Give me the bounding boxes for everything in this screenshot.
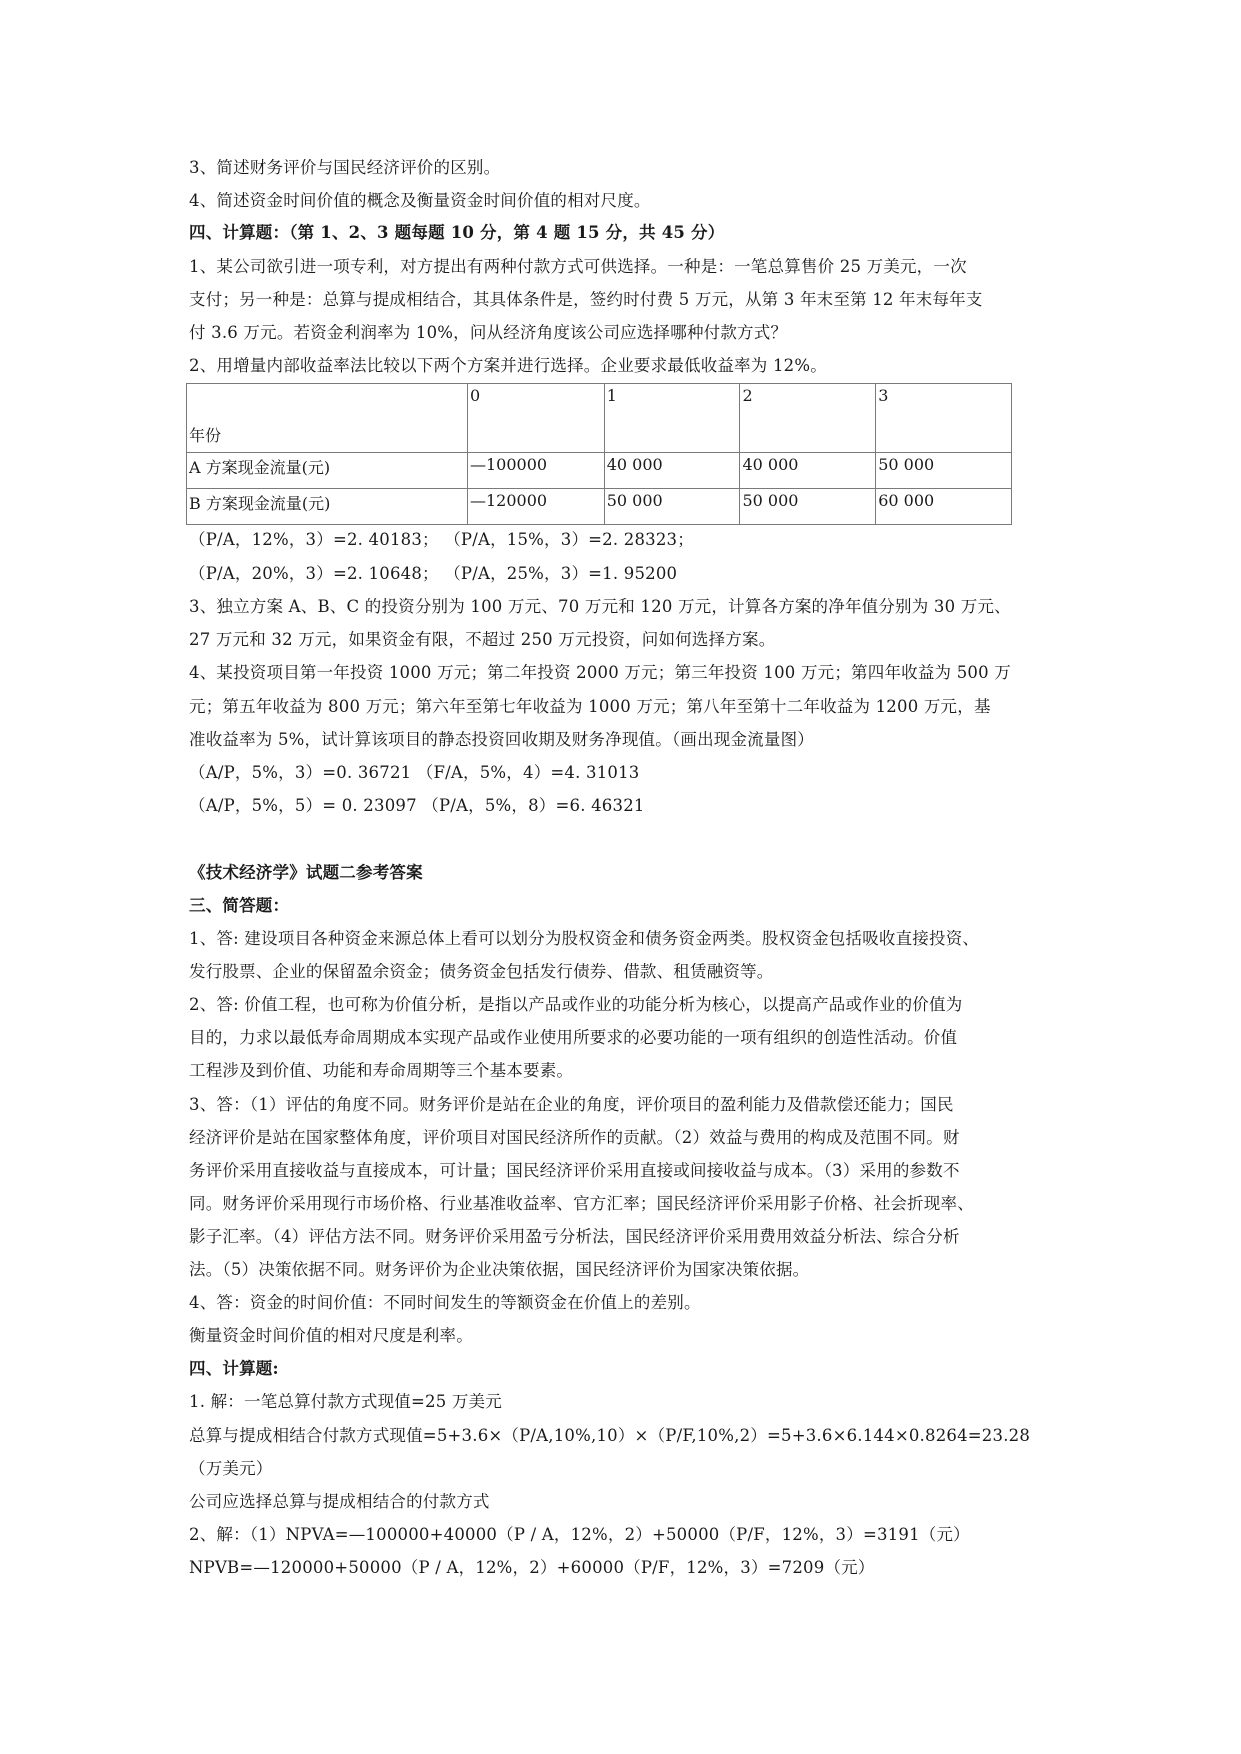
answer-title: 《技术经济学》试题二参考答案 xyxy=(189,863,423,882)
year-cell: 3 xyxy=(876,384,1012,453)
factor-line-3: （A/P，5%，3）=0. 36721 （F/A，5%，4）=4. 31013 xyxy=(189,763,640,782)
solution-1-line-4: 公司应选择总算与提成相结合的付款方式 xyxy=(189,1492,490,1511)
section-heading-calc: 四、计算题：（第 1、2、3 题每题 10 分，第 4 题 15 分，共 45 分） xyxy=(189,223,725,242)
cash-flow-table xyxy=(186,383,1012,525)
answer-3-line-2: 经济评价是站在国家整体角度，评价项目对国民经济所作的贡献。（2）效益与费用的构成及范围不同。财 xyxy=(189,1128,960,1147)
row-label: A 方案现金流量(元) xyxy=(187,453,468,489)
factor-line-2: （P/A，20%，3）=2. 10648； （P/A，25%，3）=1. 95200 xyxy=(189,564,678,583)
year-label-cell xyxy=(187,384,468,453)
table-cell: 40 000 xyxy=(604,453,740,489)
table-row xyxy=(187,453,1012,489)
calc-4-line-1: 4、某投资项目第一年投资 1000 万元；第二年投资 2000 万元；第三年投资 100 万元；第四年收益为 500 万 xyxy=(189,663,1011,682)
table-cell: 50 000 xyxy=(740,489,876,525)
calc-4-line-2: 元；第五年收益为 800 万元；第六年至第七年收益为 1000 万元；第八年至第十二年收益为 1200 万元，基 xyxy=(189,697,991,716)
answer-1-line-1: 1、答: 建设项目各种资金来源总体上看可以划分为股权资金和债务资金两类。股权资金包括吸收直接投资、 xyxy=(189,929,980,948)
table-cell: 50 000 xyxy=(876,453,1012,489)
solution-2-line-1: 2、解：（1）NPVA=—100000+40000（P / A，12%，2）+50000（P/F，12%，3）=3191（元） xyxy=(189,1525,970,1544)
answer-3-line-1: 3、答：（1）评估的角度不同。财务评价是站在企业的角度，评价项目的盈利能力及借款偿还能力；国民 xyxy=(189,1095,954,1114)
answer-4-line-1: 4、答：资金的时间价值：不同时间发生的等额资金在价值上的差别。 xyxy=(189,1293,701,1312)
question-4-text: 4、简述资金时间价值的概念及衡量资金时间价值的相对尺度。 xyxy=(189,191,651,210)
calc-1-line-3: 付 3.6 万元。若资金利润率为 10%，问从经济角度该公司应选择哪种付款方式？ xyxy=(189,323,788,342)
year-cell: 1 xyxy=(604,384,740,453)
calc-3-line-1: 3、独立方案 A、B、C 的投资分别为 100 万元、70 万元和 120 万元，计算各方案的净年值分别为 30 万元、 xyxy=(189,597,1011,616)
answer-3-line-6: 法。（5）决策依据不同。财务评价为企业决策依据，国民经济评价为国家决策依据。 xyxy=(189,1260,810,1279)
question-3-text: 3、简述财务评价与国民经济评价的区别。 xyxy=(189,158,501,177)
year-cell: 0 xyxy=(468,384,605,453)
solution-1-line-1: 1. 解：一笔总算付款方式现值=25 万美元 xyxy=(189,1392,502,1411)
answer-4-line-2: 衡量资金时间价值的相对尺度是利率。 xyxy=(189,1326,473,1345)
table-header-row xyxy=(187,384,1012,453)
answer-3-line-4: 同。财务评价采用现行市场价格、行业基准收益率、官方汇率；国民经济评价采用影子价格、社会折现率、 xyxy=(189,1194,974,1213)
table-row xyxy=(187,489,1012,525)
table-cell: 60 000 xyxy=(876,489,1012,525)
table-cell: —100000 xyxy=(468,453,605,489)
calc-1-line-2: 支付；另一种是：总算与提成相结合，其具体条件是，签约时付费 5 万元，从第 3 年末至第 12 年末每年支 xyxy=(189,290,983,309)
section-heading-calc-answers: 四、计算题: xyxy=(189,1359,279,1378)
table-cell: —120000 xyxy=(468,489,605,525)
table-cell: 40 000 xyxy=(740,453,876,489)
factor-line-4: （A/P，5%，5）= 0. 23097 （P/A，5%，8）=6. 46321 xyxy=(189,796,645,815)
table-cell: 50 000 xyxy=(604,489,740,525)
answer-2-line-3: 工程涉及到价值、功能和寿命周期等三个基本要素。 xyxy=(189,1061,574,1080)
solution-2-line-2: NPVB=—120000+50000（P / A，12%，2）+60000（P/F，12%，3）=7209（元） xyxy=(189,1558,875,1577)
answer-2-line-1: 2、答: 价值工程，也可称为价值分析，是指以产品或作业的功能分析为核心，以提高产品或作业的价值为 xyxy=(189,995,963,1014)
answer-2-line-2: 目的，力求以最低寿命周期成本实现产品或作业使用所要求的必要功能的一项有组织的创造性活动。价值 xyxy=(189,1028,958,1047)
row-label: B 方案现金流量(元) xyxy=(187,489,468,525)
answer-3-line-5: 影子汇率。（4）评估方法不同。财务评价采用盈亏分析法，国民经济评价采用费用效益分析法、综合分析 xyxy=(189,1227,960,1246)
answer-1-line-2: 发行股票、企业的保留盈余资金；债务资金包括发行债券、借款、租赁融资等。 xyxy=(189,962,774,981)
calc-2-line-1: 2、用增量内部收益率法比较以下两个方案并进行选择。企业要求最低收益率为 12%。 xyxy=(189,356,827,375)
year-cell: 2 xyxy=(740,384,876,453)
calc-1-line-1: 1、某公司欲引进一项专利，对方提出有两种付款方式可供选择。一种是：一笔总算售价 25 万美元，一次 xyxy=(189,257,967,276)
answer-3-line-3: 务评价采用直接收益与直接成本，可计量；国民经济评价采用直接或间接收益与成本。（3）采用的参数不 xyxy=(189,1161,960,1180)
factor-line-1: （P/A，12%，3）=2. 40183； （P/A，15%，3）=2. 28323； xyxy=(189,530,694,549)
section-heading-short: 三、简答题： xyxy=(189,896,290,915)
calc-3-line-2: 27 万元和 32 万元，如果资金有限，不超过 250 万元投资，问如何选择方案。 xyxy=(189,630,776,649)
solution-1-line-2: 总算与提成相结合付款方式现值=5+3.6×（P/A,10%,10）×（P/F,10%,2）=5+3.6×6.144×0.8264=23.28 xyxy=(189,1426,1031,1445)
solution-1-line-3: （万美元） xyxy=(189,1459,273,1478)
calc-4-line-3: 准收益率为 5%，试计算该项目的静态投资回收期及财务净现值。（画出现金流量图） xyxy=(189,730,814,749)
year-label: 年份 xyxy=(189,426,222,445)
